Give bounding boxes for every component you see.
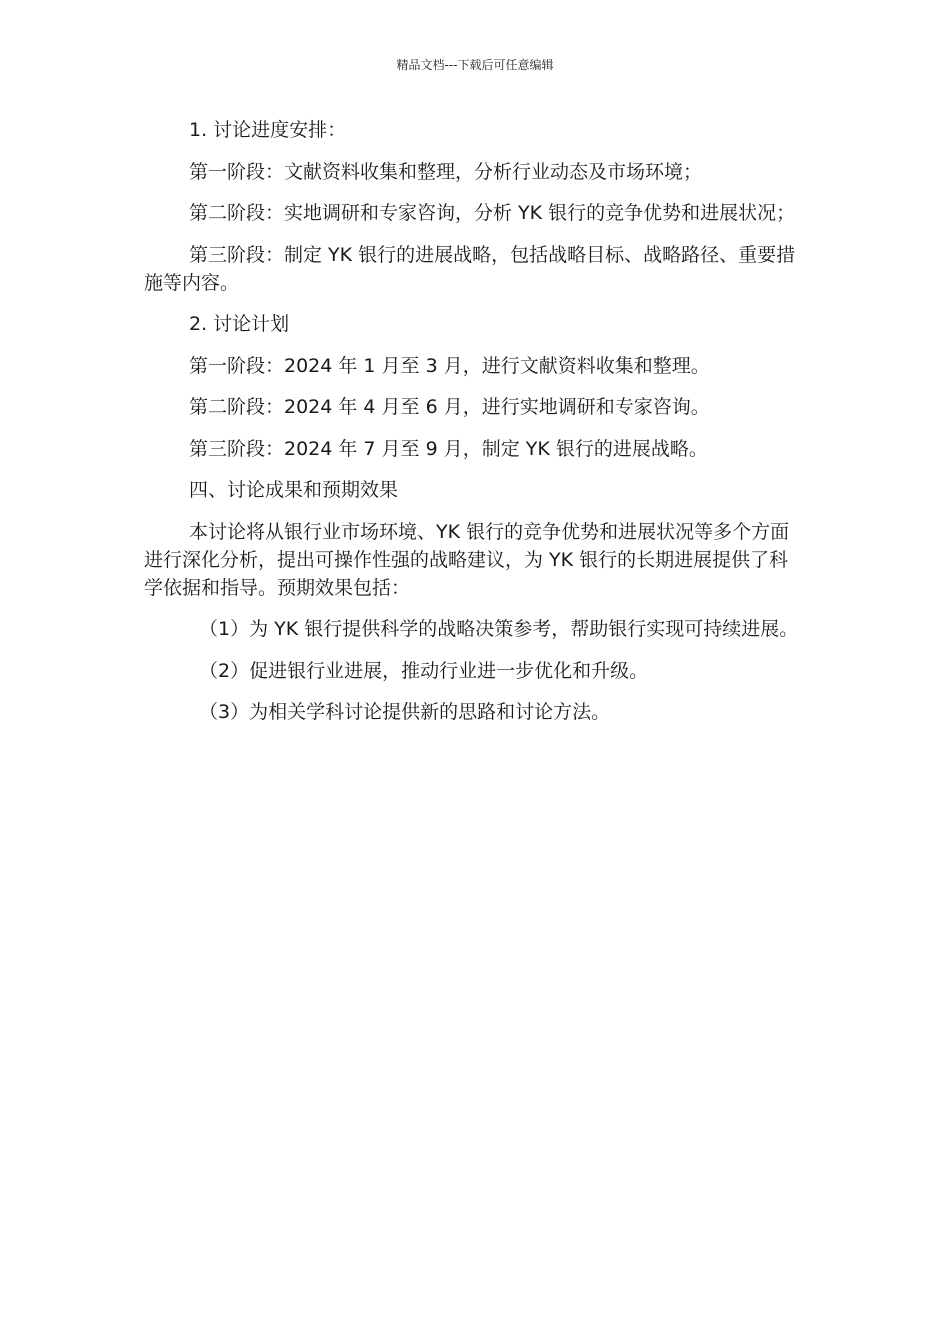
effect-item-1: （1）为 YK 银行提供科学的战略决策参考，帮助银行实现可持续进展。	[199, 618, 799, 640]
stage-2-paragraph: 第二阶段：实地调研和专家咨询，分析 YK 银行的竞争优势和进展状况；	[189, 202, 796, 224]
heading-schedule: 1. 讨论进度安排：	[189, 119, 347, 141]
effect-item-2: （2）促进银行业进展，推动行业进一步优化和升级。	[199, 659, 649, 682]
plan-stage-2: 第二阶段：2024 年 4 月至 6 月，进行实地调研和专家咨询。	[189, 396, 710, 418]
page-header: 精品文档---下载后可任意编辑	[396, 58, 554, 72]
section-heading-results: 四、讨论成果和预期效果	[189, 479, 399, 501]
effect-item-3: （3）为相关学科讨论提供新的思路和讨论方法。	[199, 701, 611, 723]
plan-stage-1: 第一阶段：2024 年 1 月至 3 月，进行文献资料收集和整理。	[189, 354, 710, 377]
stage-1-paragraph: 第一阶段：文献资料收集和整理，分析行业动态及市场环境；	[189, 160, 703, 183]
results-paragraph: 本讨论将从银行业市场环境、YK 银行的竞争优势和进展状况等多个方面进行深化分析，提出可操作性强的战略建议，为 YK 银行的长期进展提供了科学依据和指导。预期效果包括：	[144, 520, 790, 599]
heading-plan: 2. 讨论计划	[189, 313, 290, 335]
plan-stage-3: 第三阶段：2024 年 7 月至 9 月，制定 YK 银行的进展战略。	[189, 437, 708, 460]
stage-3-paragraph: 第三阶段：制定 YK 银行的进展战略，包括战略目标、战略路径、重要措施等内容。	[144, 243, 796, 294]
document-body	[144, 116, 806, 740]
